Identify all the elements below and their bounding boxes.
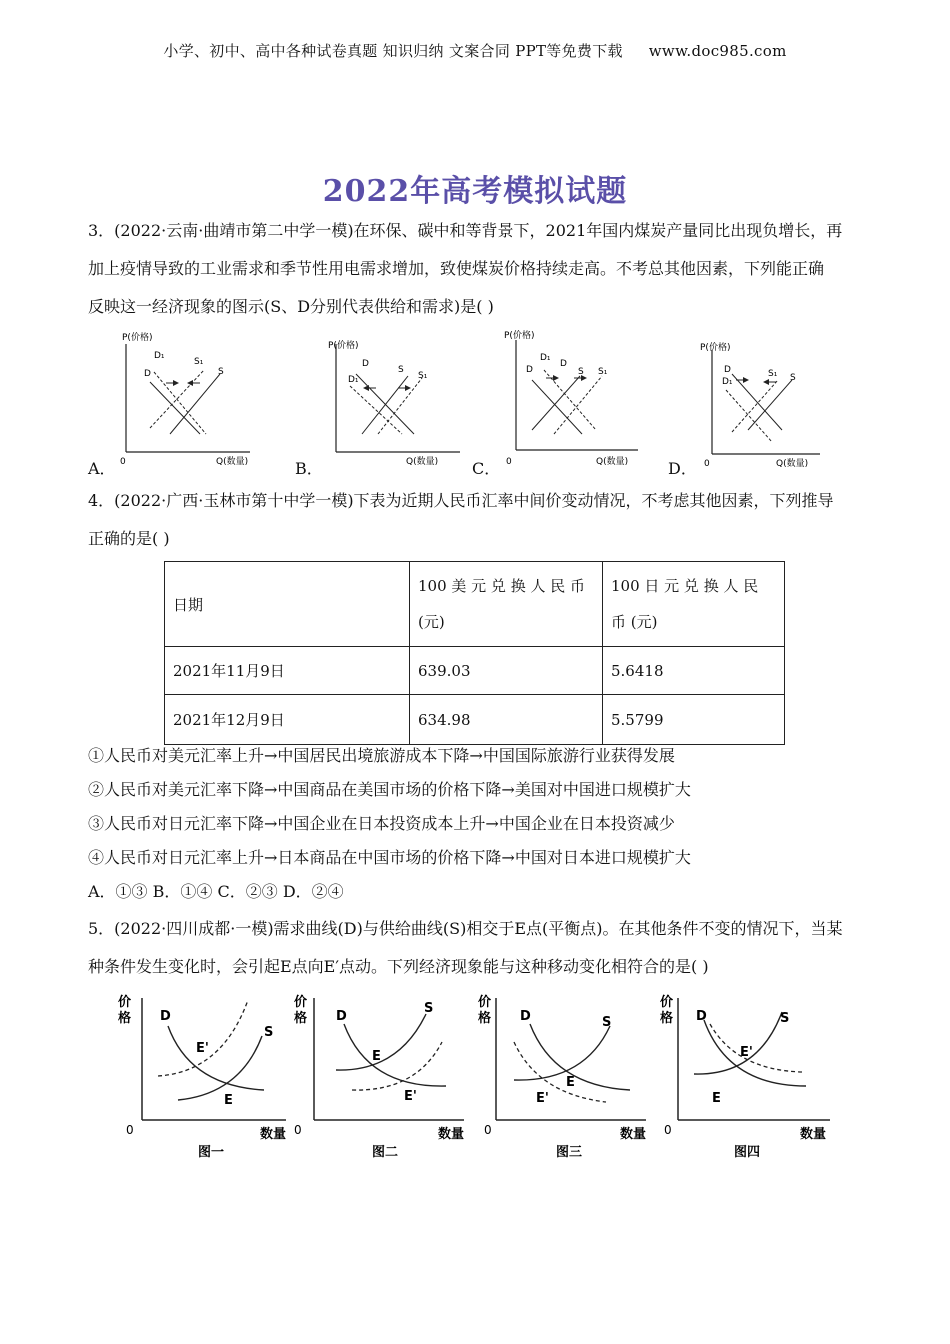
q3-graph-a <box>108 330 258 470</box>
table-row <box>165 695 785 745</box>
supply-curve-s1 <box>732 380 778 432</box>
table-cell: 2021年11月9日 <box>165 647 410 695</box>
table-cell: 5.5799 <box>603 695 785 745</box>
q4-answer-options[interactable]: A．①③ B．①④ C．②③ D．②④ <box>88 882 344 901</box>
label-s1: S₁ <box>768 369 778 379</box>
label-s: S <box>790 373 796 383</box>
label-s: S <box>578 367 584 377</box>
origin-label: 0 <box>506 457 512 467</box>
demand-curve-d1 <box>726 390 772 442</box>
q5-line1: 5．(2022·四川成都·一模)需求曲线(D)与供给曲线(S)相交于E点(平衡点)。在其他条件不变的情况下，当某 <box>88 919 843 938</box>
shifted-curve <box>158 1000 248 1076</box>
supply-curve-s <box>532 376 580 430</box>
question-5 <box>88 910 863 986</box>
y-axis-label-2: 格 <box>478 1011 492 1026</box>
q3-graph-c <box>500 326 650 470</box>
q3-line1: 3．(2022·云南·曲靖市第二中学一模)在环保、碳中和等背景下，2021年国内煤炭产量同比出现负增长，再 <box>88 221 843 240</box>
label-e: E <box>566 1075 575 1090</box>
origin-label: 0 <box>294 1123 302 1137</box>
q3-line3: 反映这一经济现象的图示(S、D分别代表供给和需求)是( ) <box>88 297 494 316</box>
label-d1: D₁ <box>540 353 551 363</box>
q5-graph-2 <box>286 990 470 1160</box>
q4-line1: 4．(2022·广西·玉林市第十中学一模)下表为近期人民币汇率中间价变动情况，不考虑其他因素，下列推导 <box>88 491 834 510</box>
header-left-text: 小学、初中、高中各种试卷真题 知识归纳 文案合同 PPT等免费下载 <box>163 42 623 60</box>
table-row <box>165 647 785 695</box>
label-s: S <box>424 1001 434 1016</box>
supply-curve <box>514 1026 610 1080</box>
label-d: D <box>520 1009 531 1024</box>
q5-line2: 种条件发生变化时，会引起E点向E′点动。下列经济现象能与这种移动变化相符合的是( ) <box>88 957 709 976</box>
label-s1: S₁ <box>598 367 608 377</box>
supply-curve <box>178 1036 262 1100</box>
supply-curve <box>694 1012 782 1074</box>
q3-option-b-label[interactable]: B． <box>295 459 323 478</box>
y-axis-label-1: 价 <box>294 995 308 1010</box>
label-s1: S₁ <box>418 371 428 381</box>
label-d-upper: D <box>560 359 567 369</box>
q3-graph-d <box>696 336 826 470</box>
table-header-cell: 100 日 元 兑 换 人 民 币 (元) <box>603 562 785 647</box>
y-axis-label-2: 格 <box>118 1011 132 1026</box>
label-d: D <box>336 1009 347 1024</box>
table-cell: 5.6418 <box>603 647 785 695</box>
label-d1: D₁ <box>348 375 359 385</box>
supply-curve <box>336 1014 426 1070</box>
x-axis-label: Q(数量) <box>406 457 439 467</box>
demand-curve <box>344 1024 446 1086</box>
label-d: D <box>724 365 731 375</box>
origin-label: 0 <box>664 1123 672 1137</box>
q4-line2: 正确的是( ) <box>88 529 170 548</box>
label-s: S <box>602 1015 612 1030</box>
table-header-row <box>165 562 785 647</box>
supply-curve-s1 <box>554 376 602 434</box>
x-axis-label: Q(数量) <box>216 457 249 467</box>
label-s: S <box>398 365 404 375</box>
caption-figure-4: 图四 <box>734 1145 761 1160</box>
label-d: D <box>696 1009 707 1024</box>
table-cell: 634.98 <box>410 695 603 745</box>
y-axis-label: P(价格) <box>328 341 359 351</box>
x-axis-label: Q(数量) <box>776 459 809 469</box>
origin-label: 0 <box>704 459 710 469</box>
statement-2: ②人民币对美元汇率下降→中国商品在美国市场的价格下降→美国对中国进口规模扩大 <box>88 780 691 799</box>
q3-option-d-label[interactable]: D． <box>668 459 697 478</box>
table-header-cell: 100 美 元 兑 换 人 民 币 (元) <box>410 562 603 647</box>
origin-label: 0 <box>126 1123 134 1137</box>
q3-option-c-label[interactable]: C． <box>472 459 501 478</box>
caption-figure-2: 图二 <box>372 1145 399 1160</box>
y-axis-label: P(价格) <box>700 343 731 353</box>
page-title: 2022年高考模拟试题 <box>322 174 628 209</box>
shifted-curve <box>514 1042 606 1102</box>
q3-line2: 加上疫情导致的工业需求和季节性用电需求增加，致使煤炭价格持续走高。不考总其他因素，下列能正确 <box>88 259 825 278</box>
label-d: D <box>160 1009 171 1024</box>
label-e: E <box>712 1091 721 1106</box>
page-header <box>0 40 950 61</box>
label-s: S <box>218 367 224 377</box>
question-3 <box>88 212 863 326</box>
label-e-prime: E' <box>740 1045 753 1060</box>
caption-figure-1: 图一 <box>198 1145 225 1160</box>
label-e-prime: E' <box>536 1091 549 1106</box>
q4-statements <box>88 739 863 909</box>
question-4 <box>88 482 863 558</box>
q3-option-a-label[interactable]: A． <box>88 459 116 478</box>
label-d1: D₁ <box>154 351 165 361</box>
label-e-prime: E' <box>404 1089 417 1104</box>
q5-graph-1 <box>110 990 290 1160</box>
y-axis-label-1: 价 <box>660 995 674 1010</box>
q3-graph-b <box>318 330 468 470</box>
y-axis-label-2: 格 <box>294 1011 308 1026</box>
demand-curve-d <box>532 380 582 434</box>
exchange-rate-table <box>164 561 785 745</box>
table-cell: 639.03 <box>410 647 603 695</box>
x-axis-label: 数量 <box>620 1127 647 1142</box>
demand-curve <box>168 1026 264 1090</box>
label-e: E <box>372 1049 381 1064</box>
q5-graph-4 <box>650 990 834 1160</box>
label-s: S <box>780 1011 790 1026</box>
demand-curve-d <box>150 382 200 434</box>
label-s1: S₁ <box>194 357 204 367</box>
statement-1: ①人民币对美元汇率上升→中国居民出境旅游成本下降→中国国际旅游行业获得发展 <box>88 746 675 765</box>
demand-curve-d1 <box>154 372 206 434</box>
label-e: E <box>224 1093 233 1108</box>
table-cell: 2021年12月9日 <box>165 695 410 745</box>
x-axis-label: 数量 <box>438 1127 465 1142</box>
y-axis-label: P(价格) <box>504 331 535 341</box>
shifted-curve <box>710 1024 802 1072</box>
label-d1: D₁ <box>722 377 733 387</box>
label-d: D <box>362 359 369 369</box>
shifted-curve <box>352 1042 442 1090</box>
q5-graph-3 <box>468 990 652 1160</box>
table-header-cell: 日期 <box>165 562 410 647</box>
caption-figure-3: 图三 <box>556 1145 583 1160</box>
statement-3: ③人民币对日元汇率下降→中国企业在日本投资成本上升→中国企业在日本投资减少 <box>88 814 675 833</box>
x-axis-label: 数量 <box>260 1127 287 1142</box>
header-url[interactable]: www.doc985.com <box>648 42 787 60</box>
supply-curve-s <box>748 380 792 430</box>
label-d: D <box>144 369 151 379</box>
label-s: S <box>264 1025 274 1040</box>
y-axis-label-1: 价 <box>118 995 132 1010</box>
label-d: D <box>526 365 533 375</box>
origin-label: 0 <box>484 1123 492 1137</box>
statement-4: ④人民币对日元汇率上升→日本商品在中国市场的价格下降→中国对日本进口规模扩大 <box>88 848 691 867</box>
x-axis-label: Q(数量) <box>596 457 629 467</box>
x-axis-label: 数量 <box>800 1127 827 1142</box>
origin-label: 0 <box>120 457 126 467</box>
y-axis-label: P(价格) <box>122 333 153 343</box>
y-axis-label-2: 格 <box>660 1011 674 1026</box>
y-axis-label-1: 价 <box>478 995 492 1010</box>
label-e-prime: E' <box>196 1041 209 1056</box>
